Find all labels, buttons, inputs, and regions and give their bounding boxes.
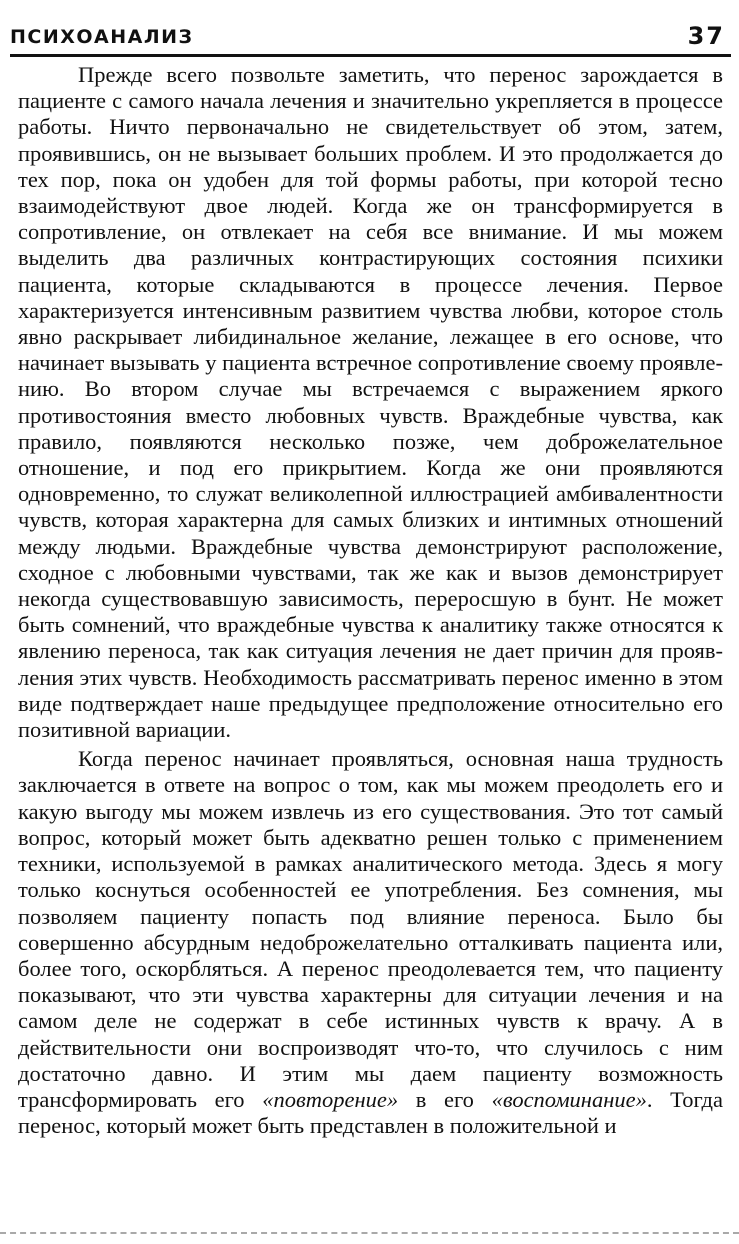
- page-number: 37: [687, 22, 725, 50]
- emphasis-repetition: «повторение»: [262, 1086, 399, 1112]
- paragraph-2: [18, 746, 723, 1139]
- emphasis-memory: «воспоминание»: [491, 1086, 647, 1112]
- paragraph-2-connector: в его: [398, 1086, 492, 1112]
- paragraph-1: Прежде всего позвольте заметить, что перенос зарождается в пациенте с самого начала лечения и значительно укрепляется в процессе работы. Ничто первоначально не свидетельствует об этом, затем, проявившись, он не вызывает больших проблем. И это продолжается до тех пор, пока он удобен для той формы работы, при которой тесно взаимодействуют двое людей. Когда же он трансформируется в сопротивление, он отвлекает на себя все внимание. И мы можем выделить два различных контрастирующих состояния психики пациента, которые складываются в процессе лечения. Первое характеризуется интенсивным развитием чувства любви, которое столь явно раскрывает либидинальное желание, лежащее в его основе, что начинает вызывать у пациента встречное сопротивление своему проявлению. Во втором случае мы встречаемся с выражением яркого противостояния вместо любовных чувств. Враждебные чувства, как правило, появляются несколько позже, чем доброжелательное отношение, и под его прикрытием. Когда же они проявляются одновременно, то служат великолепной иллюстрацией амбивалентности чувств, которая характерна для самых близких и интимных отношений между людьми. Враждебные чувства демонстрируют расположение, сходное с любовными чувствами, так же как и вызов демонстрирует некогда существовавшую зависимость, переросшую в бунт. Не может быть сомнений, что враждебные чувства к аналитику также относятся к явлению переноса, так как ситуация лечения не дает причин для проявления этих чувств. Необходимость рассматривать перенос именно в этом виде подтверждает наше предыдущее предположение относительно его позитивной вариации.: [18, 62, 723, 743]
- running-title: ПСИХОАНАЛИЗ: [10, 26, 194, 48]
- scan-edge-mark: [0, 1232, 739, 1234]
- paragraph-2-start: Когда перенос начинает проявляться, основная наша трудность заключается в ответе на вопрос о том, как мы можем преодолеть его и какую выгоду мы можем извлечь из его существования. Это тот самый вопрос, который может быть адекватно решен только с применением техники, используемой в рамках аналитического метода. Здесь я могу только коснуться особенностей ее употребления. Без сомнения, мы позволяем пациенту попасть под влияние переноса. Было бы совершенно абсурдным недоброжелательно отталкивать пациента или, более того, оскорбляться. А перенос преодолевается тем, что пациенту показывают, что эти чувства характерны для ситуации лечения и на самом деле не содержат в себе истинных чувств к врачу. А в действительности они воспроизводят что-то, что случилось с ним достаточно давно. И этим мы даем пациенту возможность трансформировать его: [18, 746, 723, 1112]
- paragraph-2-end: . Тогда перенос, который может быть представлен в положительной и: [18, 1086, 723, 1139]
- page-header: [10, 22, 729, 52]
- header-rule: [10, 54, 731, 57]
- body-text: [18, 62, 723, 1139]
